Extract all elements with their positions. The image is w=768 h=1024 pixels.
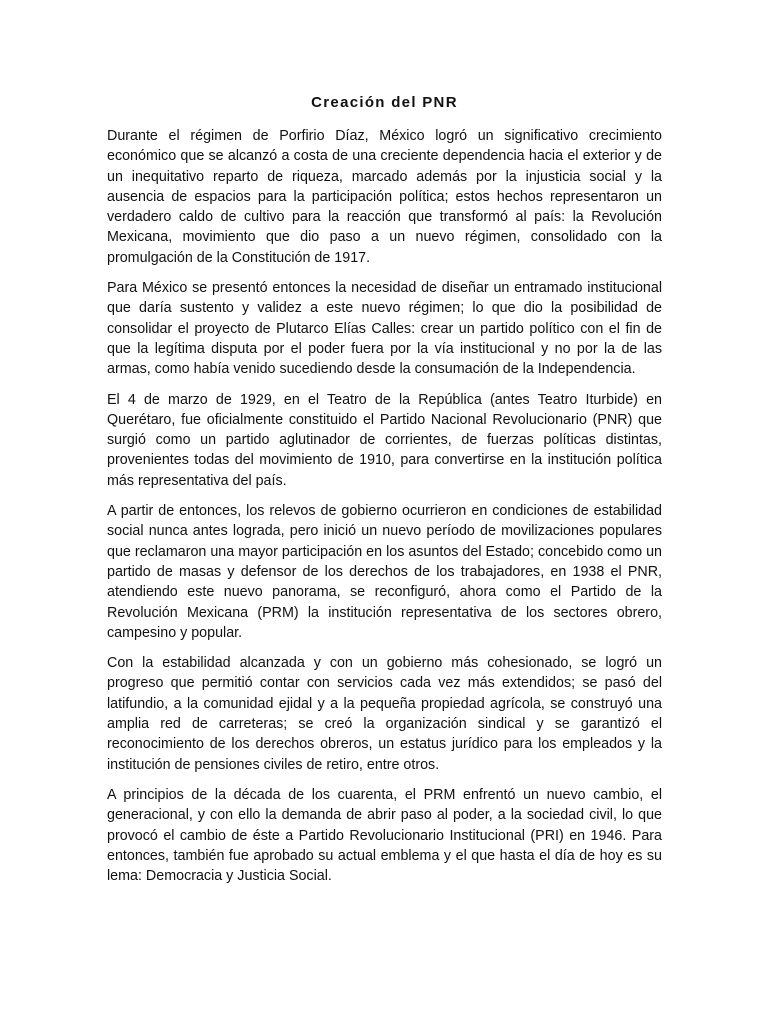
paragraph-pnr-founding: El 4 de marzo de 1929, en el Teatro de la República (antes Teatro Iturbide) en Querétaro, fue oficialmente constituido el Partido Nacional Revolucionario (PNR) que surgió como un partido aglutinador de corrientes, de fuerzas políticas distintas, provenientes todas del movimiento de 1910, para convertirse en la institución política más representativa del país. xyxy=(107,391,662,489)
document-title: Creación del PNR xyxy=(311,94,458,111)
paragraph-stability-progress: Con la estabilidad alcanzada y con un gobierno más cohesionado, se logró un progreso que permitió contar con servicios cada vez más extendidos; se pasó del latifundio, a la comunidad ejidal y a la pequeña propiedad agrícola, se construyó una amplia red de carreteras; se creó la organización sindical y se garantizó el reconocimiento de los derechos obreros, un estatus jurídico para los empleados y la institución de pensiones civiles de retiro, entre otros. xyxy=(107,655,662,773)
paragraph-prm-reconfiguration: A partir de entonces, los relevos de gobierno ocurrieron en condiciones de estabilidad social nunca antes lograda, pero inició un nuevo período de movilizaciones populares que reclamaron una mayor participación en los asuntos del Estado; concebido como un partido de masas y defensor de los derechos de los trabajadores, en 1938 el PNR, atendiendo este nuevo panorama, se reconfiguró, ahora como el Partido de la Revolución Mexicana (PRM) la institución representativa de los sectores obrero, campesino y popular. xyxy=(107,503,662,641)
paragraph-institutional-framework: Para México se presentó entonces la necesidad de diseñar un entramado institucional que daría sustento y validez a este nuevo régimen; lo que dio la posibilidad de consolidar el proyecto de Plutarco Elías Calles: crear un partido político con el fin de que la legítima disputa por el poder fuera por la vía institucional y no por la de las armas, como había venido sucediendo desde la consumación de la Independencia. xyxy=(107,280,662,378)
document-body xyxy=(107,92,662,896)
paragraph-porfiriato: Durante el régimen de Porfirio Díaz, México logró un significativo crecimiento económico que se alcanzó a costa de una creciente dependencia hacia el exterior y de un inequitativo reparto de riqueza, marcado además por la injusticia social y la ausencia de espacios para la participación política; estos hechos representaron un verdadero caldo de cultivo para la reacción que transformó al país: la Revolución Mexicana, movimiento que dio paso a un nuevo régimen, consolidado con la promulgación de la Constitución de 1917. xyxy=(107,128,662,266)
paragraph-pri-change: A principios de la década de los cuarenta, el PRM enfrentó un nuevo cambio, el generacional, y con ello la demanda de abrir paso al poder, a la sociedad civil, lo que provocó el cambio de éste a Partido Revolucionario Institucional (PRI) en 1946. Para entonces, también fue aprobado su actual emblema y el que hasta el día de hoy es su lema: Democracia y Justicia Social. xyxy=(107,786,662,885)
